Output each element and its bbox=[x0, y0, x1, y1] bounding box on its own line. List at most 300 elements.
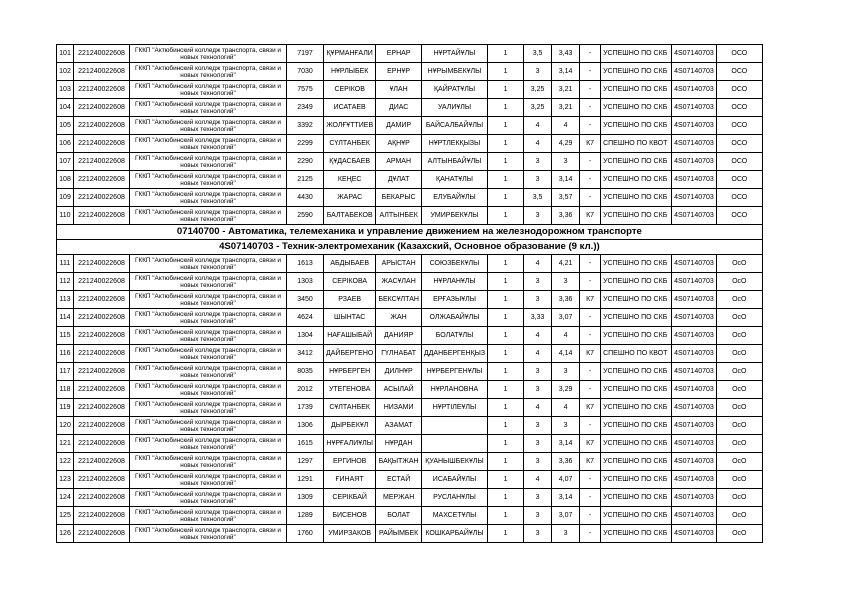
quota-cell: - bbox=[580, 417, 601, 435]
applicant-id-cell: 1613 bbox=[287, 255, 324, 273]
stream-cell: 1 bbox=[488, 489, 524, 507]
quota-cell: - bbox=[580, 99, 601, 117]
form-cell: ОСО bbox=[716, 171, 762, 189]
grade-b-cell: 3 bbox=[552, 153, 580, 171]
applicant-id-cell: 3450 bbox=[287, 291, 324, 309]
row-number-cell: 109 bbox=[57, 189, 74, 207]
applicant-code-cell: 221240022608 bbox=[74, 309, 130, 327]
first-name-cell: МЕРЖАН bbox=[376, 489, 422, 507]
row-number-cell: 101 bbox=[57, 45, 74, 63]
applicant-code-cell: 221240022608 bbox=[74, 417, 130, 435]
grade-b-cell: 4 bbox=[552, 399, 580, 417]
patronymic-cell: МАХСЕТҰЛЫ bbox=[421, 507, 487, 525]
first-name-cell: НҰРДАН bbox=[376, 435, 422, 453]
surname-cell: УМИРЗАКОВ bbox=[324, 525, 376, 543]
grade-b-cell: 4,29 bbox=[552, 135, 580, 153]
table-row bbox=[57, 417, 763, 435]
status-cell: УСПЕШНО ПО СКБ bbox=[601, 189, 672, 207]
table-row bbox=[57, 507, 763, 525]
grade-b-cell: 4,21 bbox=[552, 255, 580, 273]
subsection-heading: 4S07140703 - Техник-электромеханик (Казахский, Основное образование (9 кл.)) bbox=[57, 240, 763, 255]
patronymic-cell: ҚАНАТҰЛЫ bbox=[421, 171, 487, 189]
row-number-cell: 114 bbox=[57, 309, 74, 327]
first-name-cell: ДИАС bbox=[376, 99, 422, 117]
grade-b-cell: 4,07 bbox=[552, 471, 580, 489]
surname-cell: УТЕГЕНОВА bbox=[324, 381, 376, 399]
patronymic-cell: ДДАНБЕРГЕНҚЫЗ bbox=[421, 345, 487, 363]
table-body-group-1 bbox=[57, 45, 763, 225]
college-name-cell: ГККП "Актюбинский колледж транспорта, связи и новых технологий" bbox=[130, 117, 287, 135]
specialty-code-cell: 4S07140703 bbox=[672, 153, 717, 171]
stream-cell: 1 bbox=[488, 99, 524, 117]
applicant-id-cell: 1309 bbox=[287, 489, 324, 507]
stream-cell: 1 bbox=[488, 189, 524, 207]
college-name-cell: ГККП "Актюбинский колледж транспорта, связи и новых технологий" bbox=[130, 153, 287, 171]
college-name-cell: ГККП "Актюбинский колледж транспорта, связи и новых технологий" bbox=[130, 471, 287, 489]
grade-b-cell: 3,36 bbox=[552, 453, 580, 471]
applicant-id-cell: 2290 bbox=[287, 153, 324, 171]
row-number-cell: 113 bbox=[57, 291, 74, 309]
stream-cell: 1 bbox=[488, 153, 524, 171]
row-number-cell: 122 bbox=[57, 453, 74, 471]
grade-a-cell: 3 bbox=[524, 435, 552, 453]
specialty-code-cell: 4S07140703 bbox=[672, 117, 717, 135]
grade-a-cell: 3 bbox=[524, 273, 552, 291]
college-name-cell: ГККП "Актюбинский колледж транспорта, связи и новых технологий" bbox=[130, 45, 287, 63]
form-cell: ОсО bbox=[716, 399, 762, 417]
status-cell: УСПЕШНО ПО СКБ bbox=[601, 399, 672, 417]
college-name-cell: ГККП "Актюбинский колледж транспорта, связи и новых технологий" bbox=[130, 381, 287, 399]
stream-cell: 1 bbox=[488, 399, 524, 417]
form-cell: ОСО bbox=[716, 135, 762, 153]
patronymic-cell: НҰРТАЙҰЛЫ bbox=[421, 45, 487, 63]
grade-b-cell: 4 bbox=[552, 117, 580, 135]
table-row bbox=[57, 435, 763, 453]
quota-cell: - bbox=[580, 255, 601, 273]
table-row bbox=[57, 345, 763, 363]
college-name-cell: ГККП "Актюбинский колледж транспорта, связи и новых технологий" bbox=[130, 489, 287, 507]
form-cell: ОсО bbox=[716, 435, 762, 453]
row-number-cell: 121 bbox=[57, 435, 74, 453]
applicant-id-cell: 1306 bbox=[287, 417, 324, 435]
applicant-code-cell: 221240022608 bbox=[74, 507, 130, 525]
college-name-cell: ГККП "Актюбинский колледж транспорта, связи и новых технологий" bbox=[130, 435, 287, 453]
surname-cell: ҚҰРМАНҒАЛИ bbox=[324, 45, 376, 63]
section-heading: 07140700 - Автоматика, телемеханика и управление движением на железнодорожном транспорте bbox=[57, 225, 763, 240]
surname-cell: НҰРҒАЛИҰЛЫ bbox=[324, 435, 376, 453]
specialty-code-cell: 4S07140703 bbox=[672, 471, 717, 489]
row-number-cell: 108 bbox=[57, 171, 74, 189]
college-name-cell: ГККП "Актюбинский колледж транспорта, связи и новых технологий" bbox=[130, 273, 287, 291]
applicant-id-cell: 1291 bbox=[287, 471, 324, 489]
stream-cell: 1 bbox=[488, 63, 524, 81]
table-row bbox=[57, 363, 763, 381]
patronymic-cell: СОЮЗБЕКҰЛЫ bbox=[421, 255, 487, 273]
stream-cell: 1 bbox=[488, 507, 524, 525]
college-name-cell: ГККП "Актюбинский колледж транспорта, связи и новых технологий" bbox=[130, 363, 287, 381]
stream-cell: 1 bbox=[488, 345, 524, 363]
stream-cell: 1 bbox=[488, 207, 524, 225]
patronymic-cell: КОШКАРБАЙҰЛЫ bbox=[421, 525, 487, 543]
specialty-code-cell: 4S07140703 bbox=[672, 417, 717, 435]
applicant-code-cell: 221240022608 bbox=[74, 399, 130, 417]
first-name-cell: БОЛАТ bbox=[376, 507, 422, 525]
patronymic-cell: БОЛАТҰЛЫ bbox=[421, 327, 487, 345]
patronymic-cell: НҰРТЛЕКҚЫЗЫ bbox=[421, 135, 487, 153]
status-cell: УСПЕШНО ПО СКБ bbox=[601, 273, 672, 291]
row-number-cell: 120 bbox=[57, 417, 74, 435]
first-name-cell: ЕСТАЙ bbox=[376, 471, 422, 489]
row-number-cell: 115 bbox=[57, 327, 74, 345]
status-cell: УСПЕШНО ПО СКБ bbox=[601, 153, 672, 171]
row-number-cell: 117 bbox=[57, 363, 74, 381]
stream-cell: 1 bbox=[488, 363, 524, 381]
table-row bbox=[57, 45, 763, 63]
table-row bbox=[57, 63, 763, 81]
surname-cell: ИСАТАЕВ bbox=[324, 99, 376, 117]
specialty-code-cell: 4S07140703 bbox=[672, 453, 717, 471]
applicant-id-cell: 2125 bbox=[287, 171, 324, 189]
grade-b-cell: 3,36 bbox=[552, 207, 580, 225]
status-cell: УСПЕШНО ПО СКБ bbox=[601, 309, 672, 327]
table-row bbox=[57, 381, 763, 399]
row-number-cell: 119 bbox=[57, 399, 74, 417]
grade-b-cell: 3,21 bbox=[552, 99, 580, 117]
form-cell: ОСО bbox=[716, 45, 762, 63]
applicant-code-cell: 221240022608 bbox=[74, 99, 130, 117]
form-cell: ОсО bbox=[716, 291, 762, 309]
table-row bbox=[57, 471, 763, 489]
applicant-code-cell: 221240022608 bbox=[74, 171, 130, 189]
form-cell: ОСО bbox=[716, 153, 762, 171]
stream-cell: 1 bbox=[488, 45, 524, 63]
table-row bbox=[57, 273, 763, 291]
row-number-cell: 125 bbox=[57, 507, 74, 525]
college-name-cell: ГККП "Актюбинский колледж транспорта, связи и новых технологий" bbox=[130, 255, 287, 273]
applicant-code-cell: 221240022608 bbox=[74, 489, 130, 507]
surname-cell: ЕРГИНОВ bbox=[324, 453, 376, 471]
applicant-id-cell: 1303 bbox=[287, 273, 324, 291]
surname-cell: НҰРБЕРГЕН bbox=[324, 363, 376, 381]
grade-b-cell: 3,14 bbox=[552, 489, 580, 507]
row-number-cell: 107 bbox=[57, 153, 74, 171]
quota-cell: - bbox=[580, 189, 601, 207]
table-body-group-2 bbox=[57, 255, 763, 543]
grade-a-cell: 4 bbox=[524, 255, 552, 273]
patronymic-cell: НҰРЫМБЕКҰЛЫ bbox=[421, 63, 487, 81]
table-row bbox=[57, 135, 763, 153]
specialty-code-cell: 4S07140703 bbox=[672, 291, 717, 309]
applicant-code-cell: 221240022608 bbox=[74, 435, 130, 453]
applicant-code-cell: 221240022608 bbox=[74, 255, 130, 273]
applicant-code-cell: 221240022608 bbox=[74, 63, 130, 81]
specialty-code-cell: 4S07140703 bbox=[672, 399, 717, 417]
college-name-cell: ГККП "Актюбинский колледж транспорта, связи и новых технологий" bbox=[130, 399, 287, 417]
grade-b-cell: 3 bbox=[552, 525, 580, 543]
status-cell: СПЕШНО ПО КВОТ bbox=[601, 345, 672, 363]
status-cell: УСПЕШНО ПО СКБ bbox=[601, 207, 672, 225]
patronymic-cell: НҰРТІЛЕҰЛЫ bbox=[421, 399, 487, 417]
surname-cell: СҮЛТАНБЕК bbox=[324, 135, 376, 153]
stream-cell: 1 bbox=[488, 291, 524, 309]
form-cell: ОсО bbox=[716, 327, 762, 345]
college-name-cell: ГККП "Актюбинский колледж транспорта, связи и новых технологий" bbox=[130, 345, 287, 363]
status-cell: УСПЕШНО ПО СКБ bbox=[601, 507, 672, 525]
status-cell: УСПЕШНО ПО СКБ bbox=[601, 489, 672, 507]
stream-cell: 1 bbox=[488, 417, 524, 435]
status-cell: УСПЕШНО ПО СКБ bbox=[601, 63, 672, 81]
status-cell: УСПЕШНО ПО СКБ bbox=[601, 327, 672, 345]
first-name-cell: ЖАН bbox=[376, 309, 422, 327]
applicant-id-cell: 1615 bbox=[287, 435, 324, 453]
first-name-cell: БАҚЫТЖАН bbox=[376, 453, 422, 471]
applicant-code-cell: 221240022608 bbox=[74, 273, 130, 291]
grade-a-cell: 3 bbox=[524, 291, 552, 309]
quota-cell: - bbox=[580, 327, 601, 345]
first-name-cell: ЖАСҰЛАН bbox=[376, 273, 422, 291]
grade-a-cell: 3 bbox=[524, 207, 552, 225]
surname-cell: АБДЫБАЕВ bbox=[324, 255, 376, 273]
table-row bbox=[57, 189, 763, 207]
table-row bbox=[57, 453, 763, 471]
applicant-code-cell: 221240022608 bbox=[74, 117, 130, 135]
surname-cell: ҚҰДАСБАЕВ bbox=[324, 153, 376, 171]
grade-a-cell: 4 bbox=[524, 399, 552, 417]
table-row bbox=[57, 153, 763, 171]
applicant-id-cell: 1760 bbox=[287, 525, 324, 543]
section-headers bbox=[57, 225, 763, 255]
status-cell: УСПЕШНО ПО СКБ bbox=[601, 171, 672, 189]
applicant-code-cell: 221240022608 bbox=[74, 345, 130, 363]
grade-b-cell: 4 bbox=[552, 327, 580, 345]
applicant-code-cell: 221240022608 bbox=[74, 327, 130, 345]
first-name-cell: ДҰЛАТ bbox=[376, 171, 422, 189]
surname-cell: СҰЛТАНБЕК bbox=[324, 399, 376, 417]
grade-a-cell: 3 bbox=[524, 171, 552, 189]
quota-cell: К7 bbox=[580, 345, 601, 363]
grade-b-cell: 3,14 bbox=[552, 171, 580, 189]
quota-cell: - bbox=[580, 489, 601, 507]
table-row bbox=[57, 255, 763, 273]
first-name-cell: БЕКСҰЛТАН bbox=[376, 291, 422, 309]
surname-cell: РЗАЕВ bbox=[324, 291, 376, 309]
stream-cell: 1 bbox=[488, 381, 524, 399]
row-number-cell: 103 bbox=[57, 81, 74, 99]
patronymic-cell: НҰРБЕРГЕНҰЛЫ bbox=[421, 363, 487, 381]
specialty-code-cell: 4S07140703 bbox=[672, 81, 717, 99]
applicant-id-cell: 2299 bbox=[287, 135, 324, 153]
form-cell: ОСО bbox=[716, 117, 762, 135]
patronymic-cell: ОЛЖАБАЙҰЛЫ bbox=[421, 309, 487, 327]
college-name-cell: ГККП "Актюбинский колледж транспорта, связи и новых технологий" bbox=[130, 189, 287, 207]
table-row bbox=[57, 327, 763, 345]
college-name-cell: ГККП "Актюбинский колледж транспорта, связи и новых технологий" bbox=[130, 81, 287, 99]
specialty-code-cell: 4S07140703 bbox=[672, 363, 717, 381]
quota-cell: - bbox=[580, 363, 601, 381]
first-name-cell: РАЙЫМБЕК bbox=[376, 525, 422, 543]
grade-a-cell: 4 bbox=[524, 471, 552, 489]
row-number-cell: 124 bbox=[57, 489, 74, 507]
specialty-code-cell: 4S07140703 bbox=[672, 255, 717, 273]
quota-cell: К7 bbox=[580, 399, 601, 417]
applicant-code-cell: 221240022608 bbox=[74, 525, 130, 543]
first-name-cell: АЗАМАТ bbox=[376, 417, 422, 435]
patronymic-cell: УМИРБЕКҰЛЫ bbox=[421, 207, 487, 225]
specialty-code-cell: 4S07140703 bbox=[672, 381, 717, 399]
form-cell: ОСО bbox=[716, 207, 762, 225]
patronymic-cell: ИСАБАЙҰЛЫ bbox=[421, 471, 487, 489]
surname-cell: ШЫНТАС bbox=[324, 309, 376, 327]
applicant-id-cell: 3412 bbox=[287, 345, 324, 363]
grade-a-cell: 3 bbox=[524, 507, 552, 525]
table-row bbox=[57, 99, 763, 117]
first-name-cell: БЕКАРЫС bbox=[376, 189, 422, 207]
patronymic-cell: ҚУАНЫШБЕКҰЛЫ bbox=[421, 453, 487, 471]
specialty-code-cell: 4S07140703 bbox=[672, 309, 717, 327]
applicant-code-cell: 221240022608 bbox=[74, 453, 130, 471]
table-row bbox=[57, 525, 763, 543]
row-number-cell: 104 bbox=[57, 99, 74, 117]
first-name-cell: НИЗАМИ bbox=[376, 399, 422, 417]
table-row bbox=[57, 399, 763, 417]
stream-cell: 1 bbox=[488, 471, 524, 489]
status-cell: УСПЕШНО ПО СКБ bbox=[601, 417, 672, 435]
status-cell: УСПЕШНО ПО СКБ bbox=[601, 525, 672, 543]
stream-cell: 1 bbox=[488, 255, 524, 273]
table-row bbox=[57, 291, 763, 309]
stream-cell: 1 bbox=[488, 135, 524, 153]
row-number-cell: 116 bbox=[57, 345, 74, 363]
form-cell: ОсО bbox=[716, 345, 762, 363]
quota-cell: - bbox=[580, 81, 601, 99]
quota-cell: К7 bbox=[580, 135, 601, 153]
grade-a-cell: 3,5 bbox=[524, 189, 552, 207]
surname-cell: СЕРІКОВ bbox=[324, 81, 376, 99]
surname-cell: БАЛТАБЕКОВ bbox=[324, 207, 376, 225]
first-name-cell: ДИЛНҰР bbox=[376, 363, 422, 381]
surname-cell: ДАЙБЕРГЕНО bbox=[324, 345, 376, 363]
applicant-id-cell: 8035 bbox=[287, 363, 324, 381]
stream-cell: 1 bbox=[488, 435, 524, 453]
form-cell: ОсО bbox=[716, 489, 762, 507]
first-name-cell: ДАНИЯР bbox=[376, 327, 422, 345]
status-cell: УСПЕШНО ПО СКБ bbox=[601, 291, 672, 309]
quota-cell: - bbox=[580, 117, 601, 135]
first-name-cell: АСЫЛАЙ bbox=[376, 381, 422, 399]
applicant-code-cell: 221240022608 bbox=[74, 81, 130, 99]
table-row bbox=[57, 81, 763, 99]
status-cell: СПЕШНО ПО КВОТ bbox=[601, 135, 672, 153]
grade-a-cell: 4 bbox=[524, 345, 552, 363]
patronymic-cell bbox=[421, 435, 487, 453]
patronymic-cell: РУСЛАНҰЛЫ bbox=[421, 489, 487, 507]
first-name-cell: ЕРНҰР bbox=[376, 63, 422, 81]
grade-a-cell: 4 bbox=[524, 117, 552, 135]
quota-cell: - bbox=[580, 381, 601, 399]
grade-a-cell: 3 bbox=[524, 363, 552, 381]
grade-b-cell: 3,29 bbox=[552, 381, 580, 399]
row-number-cell: 106 bbox=[57, 135, 74, 153]
grade-b-cell: 3,36 bbox=[552, 291, 580, 309]
stream-cell: 1 bbox=[488, 327, 524, 345]
surname-cell: СЕРІКБАЙ bbox=[324, 489, 376, 507]
patronymic-cell: АЛТЫНБАЙҰЛЫ bbox=[421, 153, 487, 171]
quota-cell: - bbox=[580, 471, 601, 489]
applicant-id-cell: 4624 bbox=[287, 309, 324, 327]
row-number-cell: 126 bbox=[57, 525, 74, 543]
stream-cell: 1 bbox=[488, 453, 524, 471]
applicant-code-cell: 221240022608 bbox=[74, 135, 130, 153]
status-cell: УСПЕШНО ПО СКБ bbox=[601, 255, 672, 273]
quota-cell: - bbox=[580, 507, 601, 525]
college-name-cell: ГККП "Актюбинский колледж транспорта, связи и новых технологий" bbox=[130, 207, 287, 225]
row-number-cell: 105 bbox=[57, 117, 74, 135]
applicant-id-cell: 7030 bbox=[287, 63, 324, 81]
grade-a-cell: 3 bbox=[524, 525, 552, 543]
specialty-code-cell: 4S07140703 bbox=[672, 525, 717, 543]
grade-a-cell: 3,33 bbox=[524, 309, 552, 327]
quota-cell: - bbox=[580, 171, 601, 189]
applicant-id-cell: 1297 bbox=[287, 453, 324, 471]
grade-a-cell: 3,25 bbox=[524, 99, 552, 117]
quota-cell: - bbox=[580, 273, 601, 291]
first-name-cell: ГҮЛНАБАТ bbox=[376, 345, 422, 363]
grade-b-cell: 3 bbox=[552, 417, 580, 435]
applicant-id-cell: 7197 bbox=[287, 45, 324, 63]
grade-b-cell: 3 bbox=[552, 273, 580, 291]
quota-cell: - bbox=[580, 525, 601, 543]
surname-cell: ЖОЛҒҰТТИЕВ bbox=[324, 117, 376, 135]
table-row bbox=[57, 309, 763, 327]
subsection-header-row bbox=[57, 240, 763, 255]
grade-a-cell: 3,5 bbox=[524, 45, 552, 63]
grade-a-cell: 4 bbox=[524, 135, 552, 153]
surname-cell: СЕРІКОВА bbox=[324, 273, 376, 291]
college-name-cell: ГККП "Актюбинский колледж транспорта, связи и новых технологий" bbox=[130, 291, 287, 309]
patronymic-cell: ЕРҒАЗЫҰЛЫ bbox=[421, 291, 487, 309]
applicant-id-cell: 4430 bbox=[287, 189, 324, 207]
row-number-cell: 110 bbox=[57, 207, 74, 225]
applicant-code-cell: 221240022608 bbox=[74, 207, 130, 225]
specialty-code-cell: 4S07140703 bbox=[672, 207, 717, 225]
specialty-code-cell: 4S07140703 bbox=[672, 273, 717, 291]
status-cell: УСПЕШНО ПО СКБ bbox=[601, 99, 672, 117]
specialty-code-cell: 4S07140703 bbox=[672, 135, 717, 153]
form-cell: ОсО bbox=[716, 507, 762, 525]
patronymic-cell: БАЙСАЛБАЙҰЛЫ bbox=[421, 117, 487, 135]
grade-b-cell: 3,43 bbox=[552, 45, 580, 63]
grade-a-cell: 3 bbox=[524, 381, 552, 399]
quota-cell: - bbox=[580, 63, 601, 81]
stream-cell: 1 bbox=[488, 117, 524, 135]
surname-cell: НҰРЛЫБЕК bbox=[324, 63, 376, 81]
section-header-row bbox=[57, 225, 763, 240]
status-cell: УСПЕШНО ПО СКБ bbox=[601, 45, 672, 63]
grade-b-cell: 3,14 bbox=[552, 435, 580, 453]
first-name-cell: ЕРНАР bbox=[376, 45, 422, 63]
first-name-cell: АРЫСТАН bbox=[376, 255, 422, 273]
table-row bbox=[57, 489, 763, 507]
specialty-code-cell: 4S07140703 bbox=[672, 435, 717, 453]
quota-cell: К7 bbox=[580, 453, 601, 471]
specialty-code-cell: 4S07140703 bbox=[672, 171, 717, 189]
specialty-code-cell: 4S07140703 bbox=[672, 45, 717, 63]
surname-cell: КЕҢЕС bbox=[324, 171, 376, 189]
first-name-cell: АРМАН bbox=[376, 153, 422, 171]
college-name-cell: ГККП "Актюбинский колледж транспорта, связи и новых технологий" bbox=[130, 309, 287, 327]
college-name-cell: ГККП "Актюбинский колледж транспорта, связи и новых технологий" bbox=[130, 63, 287, 81]
stream-cell: 1 bbox=[488, 171, 524, 189]
